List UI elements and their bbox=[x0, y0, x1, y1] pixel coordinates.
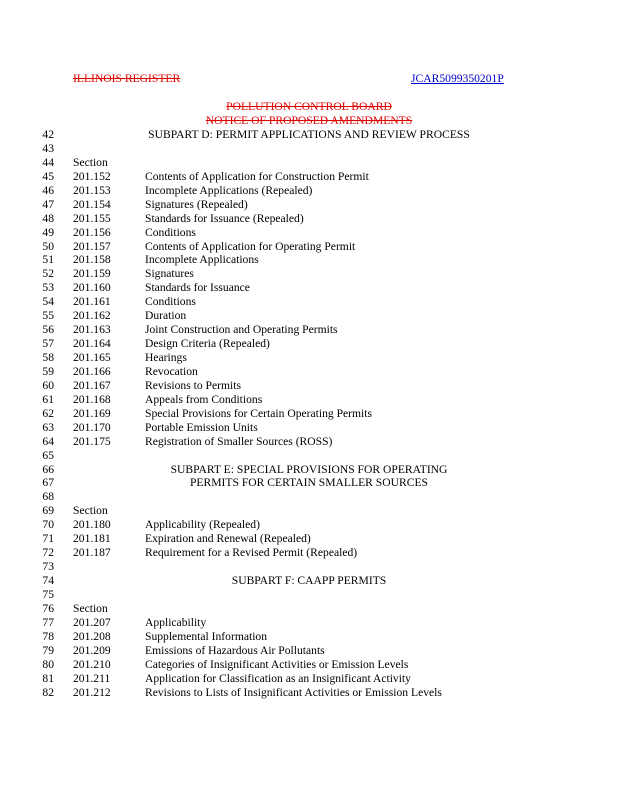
section-number: 201.157 bbox=[73, 239, 111, 253]
document-line bbox=[0, 560, 618, 574]
document-line bbox=[0, 253, 618, 267]
section-number: 201.158 bbox=[73, 253, 111, 267]
section-number: 201.164 bbox=[73, 337, 111, 351]
line-number: 80 bbox=[42, 657, 54, 671]
line-number: 69 bbox=[42, 504, 54, 518]
document-line bbox=[0, 463, 618, 477]
line-number: 74 bbox=[42, 574, 54, 587]
document-line bbox=[0, 295, 618, 309]
section-number: 201.211 bbox=[73, 671, 111, 685]
board-name: POLLUTION CONTROL BOARD bbox=[226, 100, 392, 113]
section-number: 201.160 bbox=[73, 281, 111, 295]
line-number: 68 bbox=[42, 490, 54, 504]
section-title: Applicability bbox=[145, 615, 207, 629]
document-line bbox=[0, 184, 618, 198]
line-number: 76 bbox=[42, 601, 54, 615]
line-number: 55 bbox=[42, 309, 54, 323]
document-line bbox=[0, 658, 618, 672]
section-title: Requirement for a Revised Permit (Repealed) bbox=[145, 546, 358, 560]
section-number: 201.212 bbox=[73, 685, 111, 699]
document-line bbox=[0, 630, 618, 644]
line-number: 54 bbox=[42, 295, 54, 309]
notice-title: NOTICE OF PROPOSED AMENDMENTS bbox=[205, 114, 413, 127]
line-number: 61 bbox=[42, 392, 54, 406]
section-number: 201.156 bbox=[73, 225, 111, 239]
document-line bbox=[0, 323, 618, 337]
document-line bbox=[0, 365, 618, 379]
document-line bbox=[0, 142, 618, 156]
line-number: 47 bbox=[42, 197, 54, 211]
section-title: Revisions to Permits bbox=[145, 378, 241, 392]
document-line bbox=[0, 379, 618, 393]
jcar-reference-link[interactable]: JCAR5099350201P bbox=[411, 72, 504, 85]
section-title: Standards for Issuance (Repealed) bbox=[145, 211, 304, 225]
line-number: 56 bbox=[42, 323, 54, 337]
line-number: 82 bbox=[42, 685, 54, 699]
line-number: 53 bbox=[42, 281, 54, 295]
section-title: Joint Construction and Operating Permits bbox=[145, 323, 338, 337]
subpart-heading: PERMITS FOR CERTAIN SMALLER SOURCES bbox=[189, 476, 429, 490]
line-number: 70 bbox=[42, 518, 54, 532]
section-title: Contents of Application for Operating Permit bbox=[145, 239, 356, 253]
section-column-label: Section bbox=[73, 504, 108, 518]
section-number: 201.162 bbox=[73, 309, 111, 323]
document-line bbox=[0, 407, 618, 421]
line-number: 51 bbox=[42, 253, 54, 267]
subpart-heading: SUBPART F: CAAPP PERMITS bbox=[231, 574, 387, 587]
section-number: 201.155 bbox=[73, 211, 111, 225]
document-line bbox=[0, 226, 618, 240]
section-title: Standards for Issuance bbox=[145, 281, 250, 295]
section-title: Signatures (Repealed) bbox=[145, 197, 248, 211]
document-line bbox=[0, 686, 618, 700]
section-title: Incomplete Applications (Repealed) bbox=[145, 183, 313, 197]
section-number: 201.165 bbox=[73, 351, 111, 364]
line-number: 75 bbox=[42, 587, 54, 601]
section-title: Signatures bbox=[145, 267, 194, 281]
line-number: 49 bbox=[42, 225, 54, 239]
section-number: 201.154 bbox=[73, 197, 111, 211]
section-number: 201.210 bbox=[73, 657, 111, 671]
section-title: Conditions bbox=[145, 225, 196, 239]
section-column-label: Section bbox=[73, 601, 108, 615]
section-number: 201.181 bbox=[73, 532, 111, 546]
section-title: Revisions to Lists of Insignificant Activities or Emission Levels bbox=[145, 685, 442, 699]
line-number: 66 bbox=[42, 462, 54, 476]
line-number: 50 bbox=[42, 239, 54, 253]
section-title: Categories of Insignificant Activities or Emission Levels bbox=[145, 657, 409, 671]
line-number: 79 bbox=[42, 643, 54, 657]
document-line bbox=[0, 170, 618, 184]
section-number: 201.159 bbox=[73, 267, 111, 281]
section-number: 201.152 bbox=[73, 169, 111, 183]
section-number: 201.169 bbox=[73, 406, 111, 420]
line-number: 44 bbox=[42, 155, 54, 169]
document-line bbox=[0, 616, 618, 630]
section-number: 201.208 bbox=[73, 629, 111, 643]
section-title: Special Provisions for Certain Operating Permits bbox=[145, 406, 373, 420]
line-number: 62 bbox=[42, 406, 54, 420]
section-number: 201.180 bbox=[73, 518, 111, 532]
document-line bbox=[0, 351, 618, 365]
document-line bbox=[0, 337, 618, 351]
line-number: 45 bbox=[42, 169, 54, 183]
line-number: 46 bbox=[42, 183, 54, 197]
document-line bbox=[0, 281, 618, 295]
section-title: Incomplete Applications bbox=[145, 253, 259, 267]
line-number: 48 bbox=[42, 211, 54, 225]
document-line bbox=[0, 393, 618, 407]
document-line bbox=[0, 602, 618, 616]
section-title: Conditions bbox=[145, 295, 196, 309]
document-line bbox=[0, 198, 618, 212]
document-line bbox=[0, 504, 618, 518]
document-line bbox=[0, 672, 618, 686]
line-number: 72 bbox=[42, 546, 54, 560]
section-title: Appeals from Conditions bbox=[145, 392, 263, 406]
register-title: ILLINOIS REGISTER bbox=[73, 72, 181, 85]
section-number: 201.167 bbox=[73, 378, 111, 392]
document-line bbox=[0, 267, 618, 281]
section-title: Emissions of Hazardous Air Pollutants bbox=[145, 643, 325, 657]
line-number: 59 bbox=[42, 364, 54, 378]
line-number: 81 bbox=[42, 671, 54, 685]
section-number: 201.209 bbox=[73, 643, 111, 657]
line-number: 73 bbox=[42, 560, 54, 574]
document-body bbox=[0, 128, 618, 699]
line-number: 57 bbox=[42, 337, 54, 351]
document-line bbox=[0, 449, 618, 463]
document-line bbox=[0, 574, 618, 588]
document-line bbox=[0, 309, 618, 323]
document-line bbox=[0, 476, 618, 490]
subpart-heading: SUBPART D: PERMIT APPLICATIONS AND REVIEW PROCESS bbox=[148, 128, 470, 141]
section-number: 201.168 bbox=[73, 392, 111, 406]
section-title: Applicability (Repealed) bbox=[145, 518, 260, 532]
section-number: 201.175 bbox=[73, 434, 111, 448]
line-number: 63 bbox=[42, 420, 54, 434]
section-title: Application for Classification as an Insignificant Activity bbox=[145, 671, 411, 685]
section-title: Duration bbox=[145, 309, 187, 323]
document-line bbox=[0, 128, 618, 142]
section-number: 201.187 bbox=[73, 546, 111, 560]
line-number: 42 bbox=[42, 128, 54, 141]
section-title: Registration of Smaller Sources (ROSS) bbox=[145, 434, 333, 448]
line-number: 67 bbox=[42, 476, 54, 490]
document-line bbox=[0, 546, 618, 560]
line-number: 58 bbox=[42, 351, 54, 364]
document-line bbox=[0, 644, 618, 658]
document-line bbox=[0, 435, 618, 449]
document-line bbox=[0, 212, 618, 226]
document-line bbox=[0, 490, 618, 504]
line-number: 78 bbox=[42, 629, 54, 643]
section-title: Supplemental Information bbox=[145, 629, 268, 643]
section-title: Portable Emission Units bbox=[145, 420, 258, 434]
section-number: 201.207 bbox=[73, 615, 111, 629]
section-title: Revocation bbox=[145, 364, 198, 378]
line-number: 77 bbox=[42, 615, 54, 629]
line-number: 43 bbox=[42, 141, 54, 155]
section-column-label: Section bbox=[73, 155, 108, 169]
document-line bbox=[0, 156, 618, 170]
section-number: 201.153 bbox=[73, 183, 111, 197]
document-line bbox=[0, 532, 618, 546]
document-line bbox=[0, 588, 618, 602]
line-number: 71 bbox=[42, 532, 54, 546]
document-line bbox=[0, 421, 618, 435]
section-title: Contents of Application for Construction Permit bbox=[145, 169, 369, 183]
section-number: 201.170 bbox=[73, 420, 111, 434]
line-number: 52 bbox=[42, 267, 54, 281]
document-line bbox=[0, 518, 618, 532]
line-number: 64 bbox=[42, 434, 54, 448]
document-line bbox=[0, 240, 618, 254]
line-number: 60 bbox=[42, 378, 54, 392]
section-title: Hearings bbox=[145, 351, 187, 364]
line-number: 65 bbox=[42, 448, 54, 462]
section-number: 201.161 bbox=[73, 295, 111, 309]
section-number: 201.166 bbox=[73, 364, 111, 378]
section-title: Design Criteria (Repealed) bbox=[145, 337, 270, 351]
section-number: 201.163 bbox=[73, 323, 111, 337]
section-title: Expiration and Renewal (Repealed) bbox=[145, 532, 311, 546]
subpart-heading: SUBPART E: SPECIAL PROVISIONS FOR OPERATING bbox=[170, 462, 448, 476]
